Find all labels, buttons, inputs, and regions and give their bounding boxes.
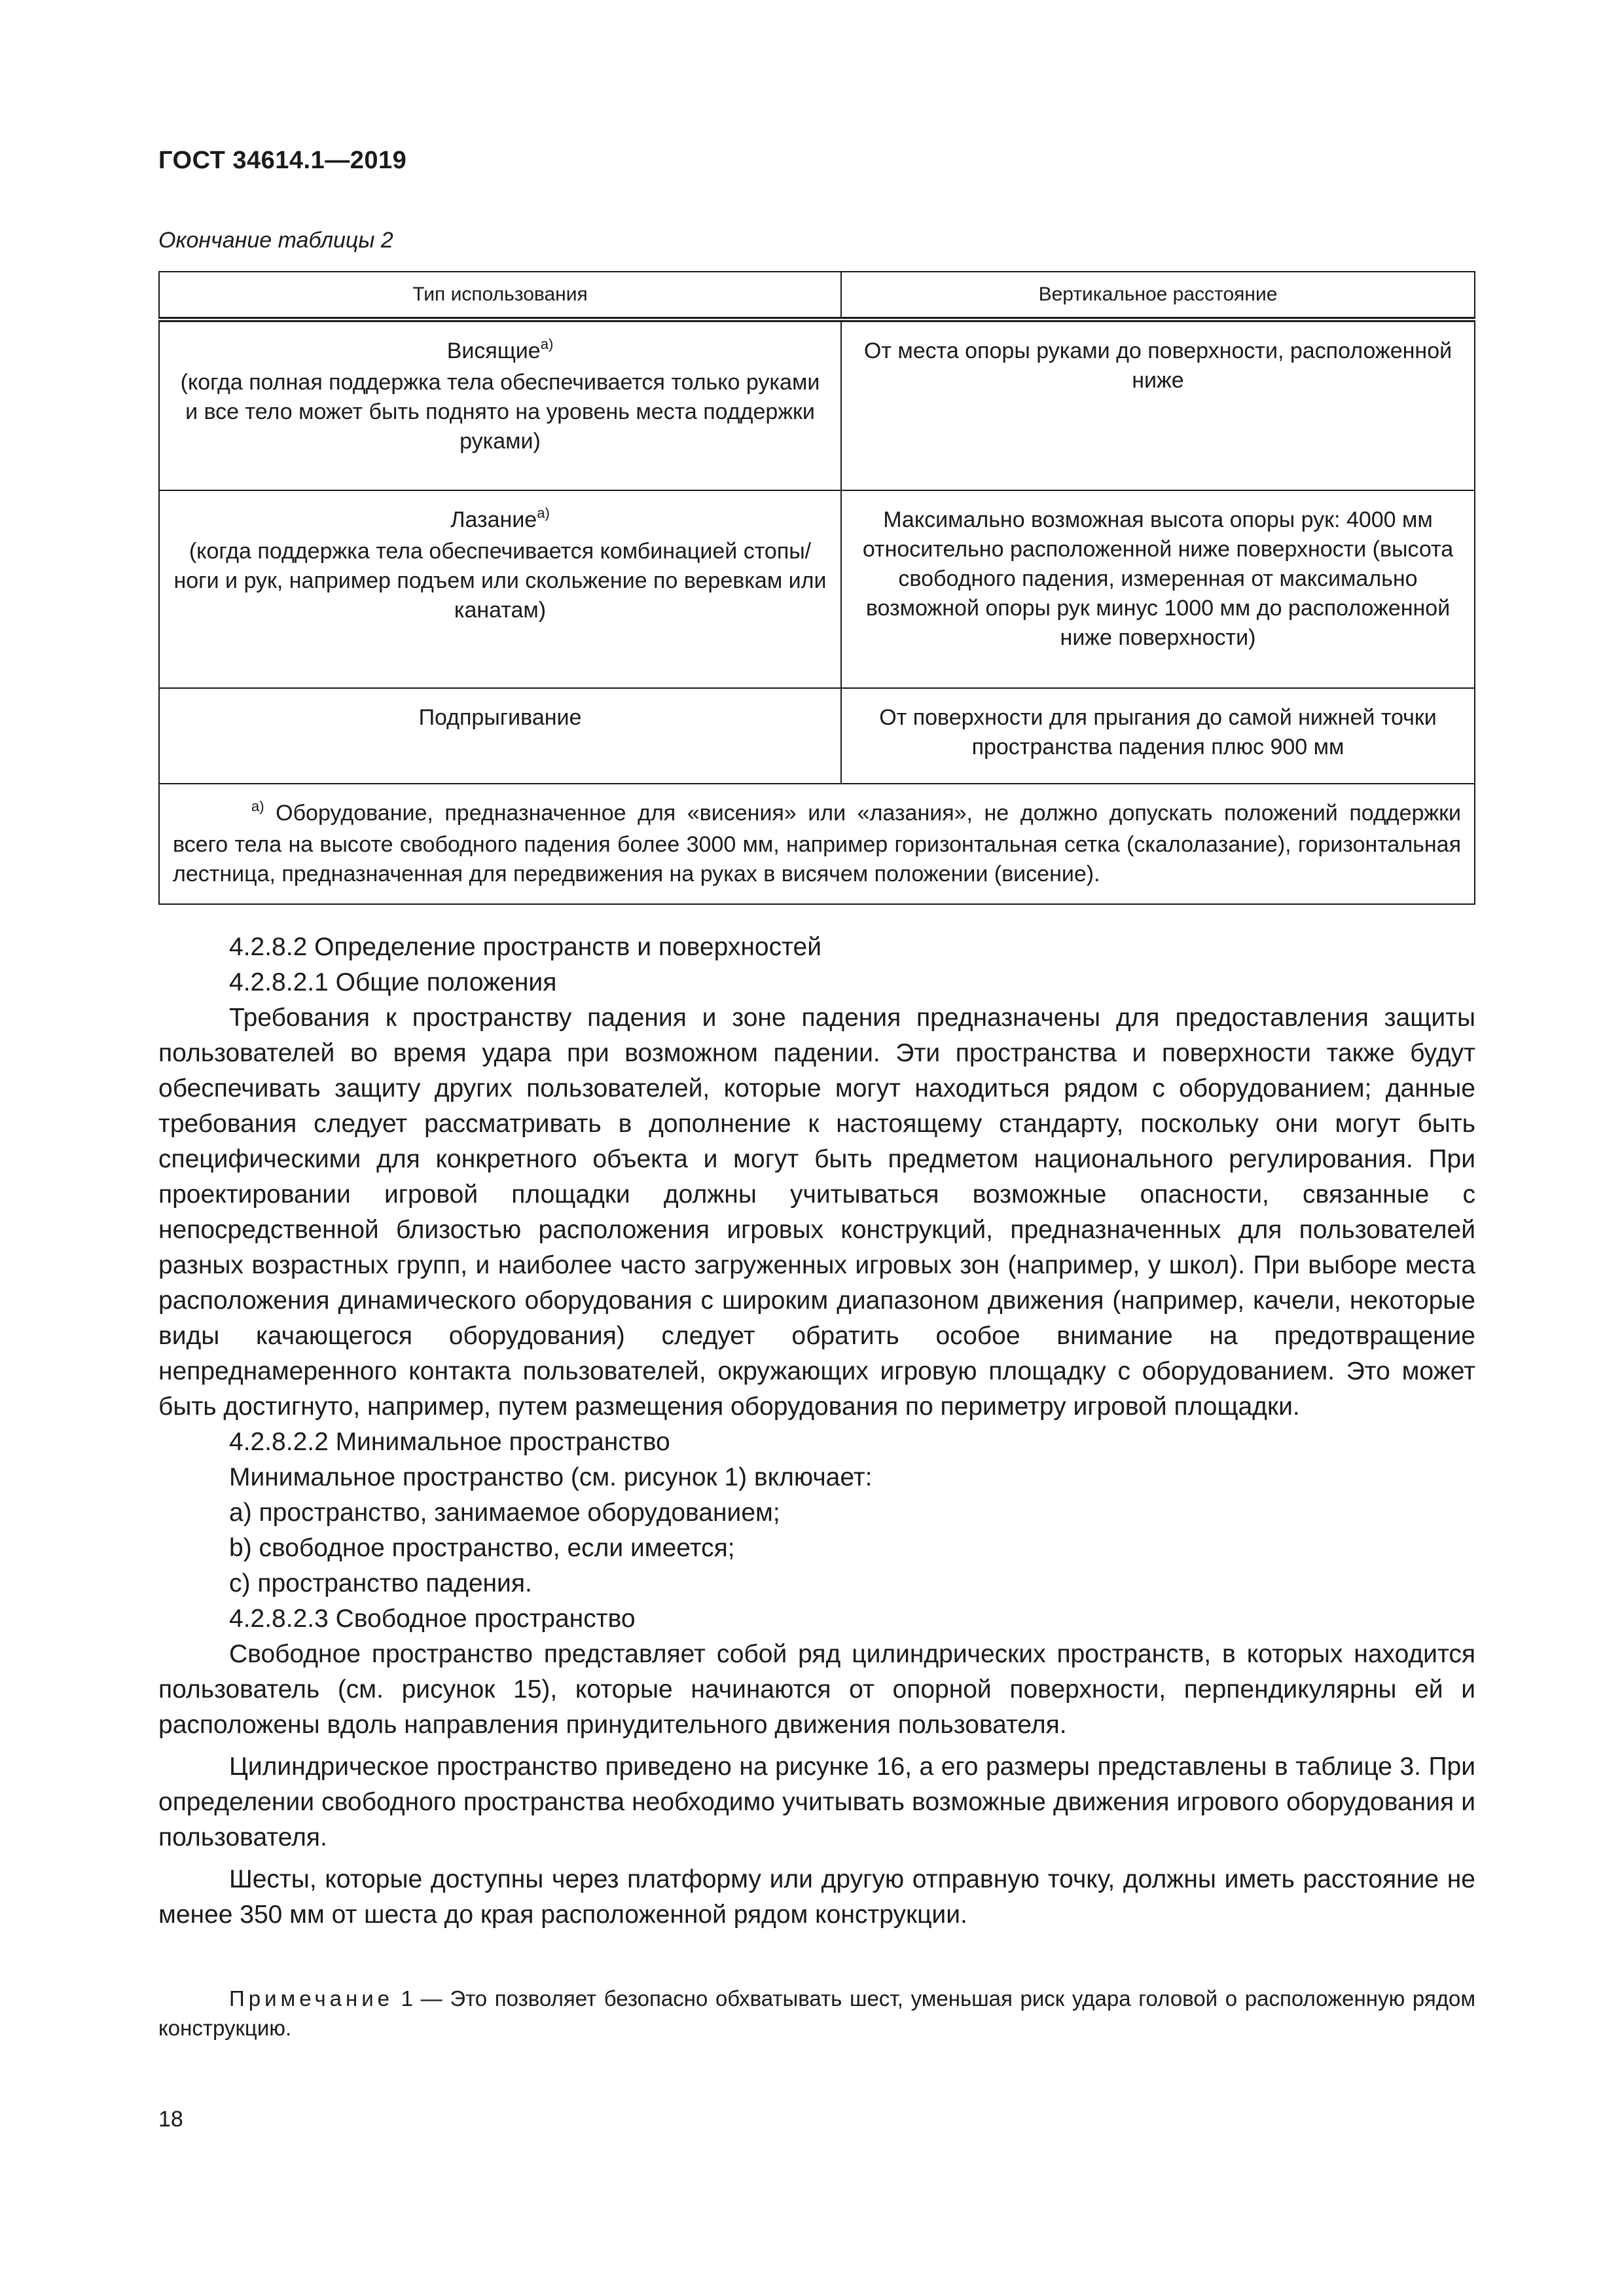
note-text: Это позволяет безопасно обхватывать шест, уменьшая риск удара головой о расположенную рядом конструкцию.	[158, 1986, 1476, 2040]
section-heading: 4.2.8.2.2 Минимальное пространство	[229, 1428, 670, 1456]
paragraph: Минимальное пространство (см. рисунок 1) включает:	[229, 1463, 873, 1491]
vertical-distance-cell: От поверхности для прыгания до самой нижней точки пространства падения плюс 900 мм	[841, 688, 1475, 784]
column-header-usage-type: Тип использования	[159, 272, 841, 319]
usage-type-title: Подпрыгивание	[418, 705, 582, 730]
paragraph: Требования к пространству падения и зоне падения предназначены для предоставления защиты пользователей во время удара при возможном падении. Эти пространства и поверхности также будут обеспечивать защиту других пользователей, которые могут находиться рядом с оборудованием; данные требования следует рассматривать в дополнение к настоящему стандарту, поскольку они могут быть специфическими для конкретного объекта и могут быть предметом национального регулирования. При проектировании игровой площадки должны учитываться возможные опасности, связанные с непосредственной близостью расположения игровых конструкций, предназначенных для пользователей разных возрастных групп, и наиболее часто загруженных игровых зон (например, у школ). При выборе места расположения динамического оборудования с широким диапазоном движения (например, качели, некоторые виды качающегося оборудования) следует обратить особое внимание на предотвращение непреднамеренного контакта пользователей, окружающих игровую площадку с оборудованием. Это может быть достигнуто, например, путем размещения оборудования по периметру игровой площадки.	[158, 1004, 1475, 1421]
usage-type-description: (когда полная поддержка тела обеспечивается только руками и все тело может быть поднято на уровень места поддержки руками)	[180, 370, 820, 454]
list-item: c) пространство падения.	[229, 1569, 532, 1597]
vertical-distance-cell: От места опоры руками до поверхности, расположенной ниже	[841, 319, 1475, 490]
note-number: 1 —	[401, 1986, 442, 2011]
body-text	[158, 930, 1475, 1933]
table-row	[159, 688, 1475, 784]
section-heading: 4.2.8.2.3 Свободное пространство	[229, 1605, 636, 1633]
table-header-row	[159, 272, 1475, 319]
column-header-vertical-distance: Вертикальное расстояние	[841, 272, 1475, 319]
usage-type-title: Висящие	[446, 338, 541, 363]
usage-type-cell	[159, 490, 841, 688]
usage-type-title: Лазание	[450, 507, 537, 532]
usage-type-description: (когда поддержка тела обеспечивается комбинацией стопы/ноги и рук, например подъем или скольжение по веревкам или канатам)	[173, 539, 827, 623]
table-footnote-row	[159, 784, 1475, 904]
footnote-ref: a)	[540, 336, 554, 352]
section-heading: 4.2.8.2.1 Общие положения	[229, 968, 557, 996]
document-code: ГОСТ 34614.1—2019	[158, 147, 407, 174]
footnote-mark: a)	[251, 798, 264, 814]
table-caption: Окончание таблицы 2	[158, 228, 393, 253]
table-row	[159, 319, 1475, 490]
usage-type-cell	[159, 688, 841, 784]
vertical-distance-cell: Максимально возможная высота опоры рук: 4000 мм относительно расположенной ниже поверхности (высота свободного падения, измеренная от максимально возможной опоры рук минус 1000 мм до расположенной ниже поверхности)	[841, 490, 1475, 688]
table-row	[159, 490, 1475, 688]
table-2	[158, 271, 1475, 905]
paragraph: Цилиндрическое пространство приведено на рисунке 16, а его размеры представлены в таблице 3. При определении свободного пространства необходимо учитывать возможные движения игрового оборудования и пользователя.	[158, 1753, 1475, 1851]
footnote-text: Оборудование, предназначенное для «висения» или «лазания», не должно допускать положений поддержки всего тела на высоте свободного падения более 3000 мм, например горизонтальная сетка (скалолазание), горизонтальная лестница, предназначенная для передвижения на руках в висячем положении (висение).	[173, 801, 1462, 886]
section-heading: 4.2.8.2 Определение пространств и поверхностей	[229, 933, 821, 961]
note	[158, 1984, 1475, 2043]
page-number: 18	[158, 2107, 183, 2132]
list-item: a) пространство, занимаемое оборудованием;	[229, 1499, 780, 1527]
table-footnote	[159, 784, 1475, 904]
note-label: Примечание	[229, 1986, 394, 2011]
paragraph: Свободное пространство представляет собой ряд цилиндрических пространств, в которых находится пользователь (см. рисунок 15), которые начинаются от опорной поверхности, перпендикулярны ей и расположены вдоль направления принудительного движения пользователя.	[158, 1640, 1475, 1739]
footnote-ref: a)	[537, 505, 550, 521]
list-item: b) свободное пространство, если имеется;	[229, 1534, 735, 1562]
usage-type-cell	[159, 319, 841, 490]
paragraph: Шесты, которые доступны через платформу или другую отправную точку, должны иметь расстояние не менее 350 мм от шеста до края расположенной рядом конструкции.	[158, 1865, 1475, 1929]
